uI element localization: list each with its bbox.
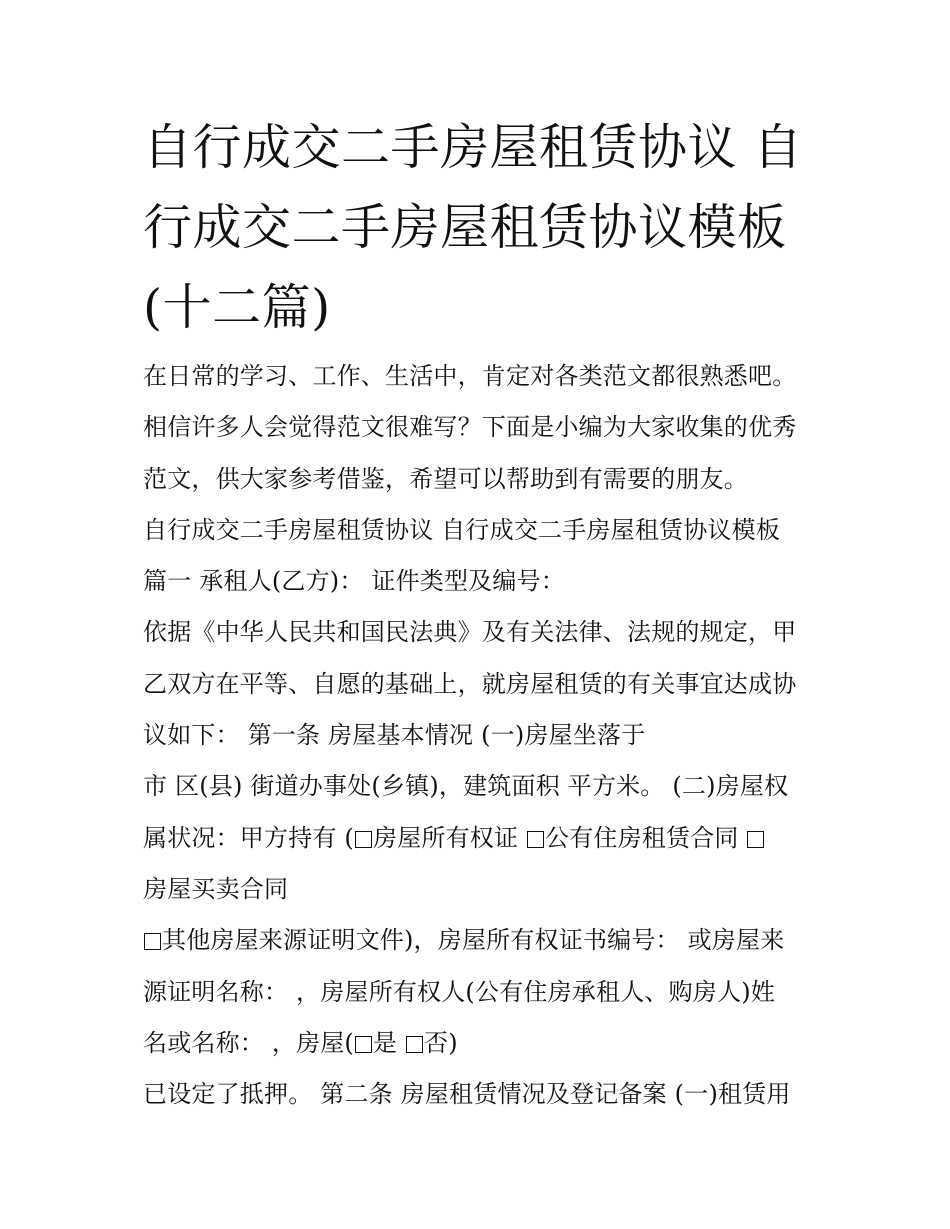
- document-body: [143, 356, 833, 1125]
- body-line-4: 自行成交二手房屋租赁协议 自行成交二手房屋租赁协议模板: [143, 515, 781, 544]
- checkbox-icon: [355, 831, 372, 848]
- checkbox-icon: [144, 933, 161, 950]
- body-line-15: 已设定了抵押。 第二条 房屋租赁情况及登记备案 (一)租赁用: [143, 1080, 791, 1109]
- checkbox-icon: [527, 831, 544, 848]
- mortgage-intro-text: 名或名称： ，房屋(: [143, 1028, 354, 1057]
- body-line-13: 源证明名称： ，房屋所有权人(公有住房承租人、购房人)姓: [143, 977, 775, 1006]
- body-line-2: 相信许多人会觉得范文很难写？下面是小编为大家收集的优秀: [143, 413, 797, 442]
- option-ownership-certificate: 房屋所有权证: [373, 823, 527, 852]
- title-line-1: 自行成交二手房屋租赁协议 自: [143, 119, 803, 176]
- option-public-housing-lease: 公有住房租赁合同: [545, 823, 747, 852]
- body-line-12: [143, 920, 833, 971]
- body-line-3: 范文，供大家参考借鉴，希望可以帮助到有需要的朋友。: [143, 464, 748, 493]
- body-line-5: 篇一 承租人(乙方)： 证件类型及编号：: [143, 567, 565, 596]
- checkbox-icon: [406, 1036, 423, 1053]
- body-line-11: 房屋买卖合同: [143, 874, 289, 903]
- body-line-14: [143, 1023, 833, 1074]
- checkbox-icon: [355, 1036, 372, 1053]
- body-line-6: 依据《中华人民共和国民法典》及有关法律、法规的规定，甲: [143, 618, 797, 647]
- checkbox-icon: [747, 831, 764, 848]
- ownership-intro-text: 属状况：甲方持有 (: [143, 823, 354, 852]
- body-line-7: 乙双方在平等、自愿的基础上，就房屋租赁的有关事宜达成协: [143, 669, 797, 698]
- body-line-9: 市 区(县) 街道办事处(乡镇)，建筑面积 平方米。 (二)房屋权: [143, 772, 789, 801]
- option-other-source-document: 其他房屋来源证明文件)，房屋所有权证书编号： 或房屋来: [162, 926, 785, 955]
- body-line-1: 在日常的学习、工作、生活中，肯定对各类范文都很熟悉吧。: [143, 362, 797, 390]
- document-title: [143, 108, 833, 348]
- option-yes: 是: [373, 1028, 406, 1057]
- title-line-2: 行成交二手房屋租赁协议模板: [143, 199, 787, 256]
- body-line-10: [143, 818, 833, 869]
- body-line-8: 议如下： 第一条 房屋基本情况 (一)房屋坐落于: [143, 721, 646, 750]
- title-line-3: (十二篇): [143, 279, 331, 336]
- option-no: 否): [424, 1028, 458, 1057]
